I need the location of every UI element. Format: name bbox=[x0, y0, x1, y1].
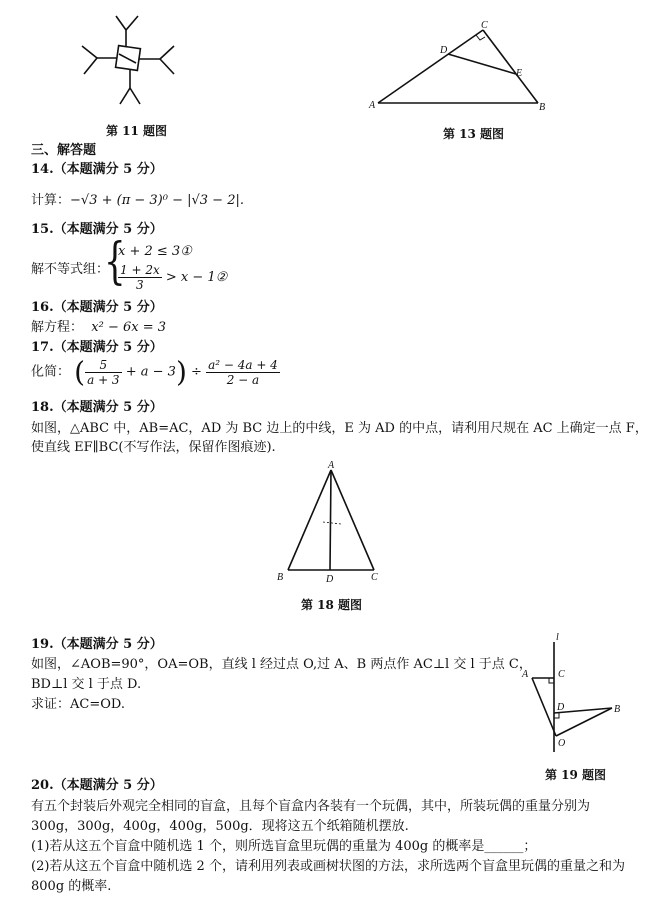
q20-header: 20.（本题满分 5 分） bbox=[31, 778, 163, 793]
q20-line2: 300g，300g，400g，400g，500g．现将这五个纸箱随机摆放. bbox=[31, 819, 409, 834]
figure-18 bbox=[268, 458, 388, 588]
figure-18-caption: 第 18 题图 bbox=[301, 598, 363, 612]
q15-brace: { bbox=[104, 233, 126, 291]
q20-line4: (2)若从这五个盲盒中随机选 2 个，请利用列表或画树状图的方法，求所选两个盲盒里玩偶的重量之和为 bbox=[31, 859, 625, 874]
q14-body bbox=[31, 193, 244, 209]
q18-line1: 如图，△ABC 中，AB=AC，AD 为 BC 边上的中线，E 为 AD 的中点，请利用尺规在 AC 上确定一点 F， bbox=[31, 421, 648, 436]
fig19-label-a: A bbox=[522, 669, 529, 680]
q17-prompt: 化简： bbox=[31, 364, 71, 380]
q15-line2-tail: > x − 1② bbox=[165, 270, 228, 285]
section-heading: 三、解答题 bbox=[31, 143, 97, 158]
fig13-label-c: C bbox=[481, 20, 488, 31]
figure-11 bbox=[70, 6, 190, 116]
fig19-label-l: l bbox=[556, 632, 559, 643]
figure-13-caption: 第 13 题图 bbox=[443, 127, 505, 141]
fig13-label-d: D bbox=[440, 45, 448, 56]
q15-frac-den: 3 bbox=[136, 278, 144, 292]
figure-19-caption: 第 19 题图 bbox=[545, 768, 607, 782]
q17-f2-num: a² − 4a + 4 bbox=[208, 358, 278, 372]
q18-header: 18.（本题满分 5 分） bbox=[31, 400, 163, 415]
q17-f1-den: a + 3 bbox=[87, 373, 120, 387]
fig18-label-a: A bbox=[328, 460, 335, 471]
q16-body bbox=[31, 320, 166, 336]
q14-expression: −√3 + (π − 3)⁰ − |√3 − 2|. bbox=[70, 193, 244, 208]
q17-f1-num: 5 bbox=[85, 358, 121, 373]
q19-line1: 如图，∠AOB=90°，OA=OB，直线 l 经过点 O,过 A、B 两点作 AC⊥l 交 l 于点 C， bbox=[31, 657, 532, 672]
q16-header: 16.（本题满分 5 分） bbox=[31, 300, 163, 315]
fig19-label-d: D bbox=[557, 702, 565, 713]
fig13-label-b: B bbox=[539, 102, 546, 113]
q15-header: 15.（本题满分 5 分） bbox=[31, 222, 163, 237]
q19-line2: BD⊥l 交 l 于点 D. bbox=[31, 677, 142, 692]
q17-mid: + a − 3 bbox=[125, 364, 176, 380]
fig18-label-d: D bbox=[326, 574, 334, 585]
figure-19 bbox=[512, 628, 632, 756]
figure-11-caption: 第 11 题图 bbox=[106, 124, 168, 138]
q19-line3: 求证：AC=OD. bbox=[31, 697, 125, 712]
fig19-label-b: B bbox=[614, 704, 621, 715]
q17-body: 化简： ( $\frac{5}{a + 3}$ + a − 3) ÷ $\frac{\text{a² − 4a + 4}}{2 - a}$ bbox=[31, 355, 278, 389]
q16-prompt: 解方程： bbox=[31, 320, 84, 335]
q16-expression: x² − 6x = 3 bbox=[91, 320, 167, 335]
fig19-label-c: C bbox=[558, 669, 565, 680]
fig18-label-c: C bbox=[371, 572, 378, 583]
fig13-label-e: E bbox=[516, 68, 523, 79]
q20-line1: 有五个封装后外观完全相同的盲盒，且每个盲盒内各装有一个玩偶，其中，所装玩偶的重量分别为 bbox=[31, 799, 591, 814]
q15-fraction bbox=[118, 263, 162, 292]
q15-prompt: 解不等式组： bbox=[31, 262, 110, 277]
q14-prompt: 计算： bbox=[31, 193, 71, 208]
q14-header: 14.（本题满分 5 分） bbox=[31, 162, 163, 177]
q20-line3: (1)若从这五个盲盒中随机选 1 个，则所选盲盒里玩偶的重量为 400g 的概率是______； bbox=[31, 839, 537, 854]
q15-frac-num: 1 + 2x bbox=[120, 263, 160, 277]
fig19-label-o: O bbox=[558, 738, 566, 749]
q17-f2-den: 2 − a bbox=[226, 373, 260, 387]
q15-line1: x + 2 ≤ 3① bbox=[118, 244, 192, 259]
q18-line2: 使直线 EF∥BC(不写作法，保留作图痕迹). bbox=[31, 440, 276, 455]
q17-div: ÷ bbox=[191, 364, 202, 380]
fig13-label-a: A bbox=[369, 100, 376, 111]
q15-line2 bbox=[118, 263, 227, 292]
q19-header: 19.（本题满分 5 分） bbox=[31, 637, 163, 652]
q20-line5: 800g 的概率. bbox=[31, 879, 112, 894]
q17-header: 17.（本题满分 5 分） bbox=[31, 340, 163, 355]
fig18-label-b: B bbox=[277, 572, 284, 583]
figure-13 bbox=[368, 18, 558, 113]
